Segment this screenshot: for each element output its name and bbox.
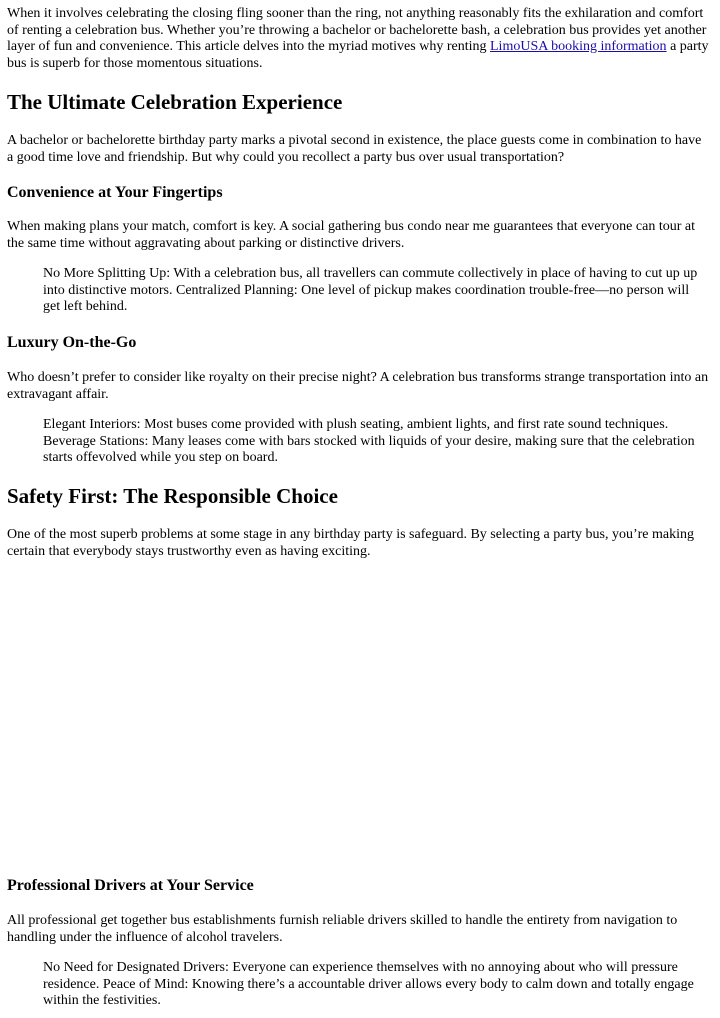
intro-text-before-link: When it involves celebrating the closing fling sooner than the ring, not anything reasonably fits the exhilaration and comfort of renting a celebration bus. Whether you’re throwing a bachelor or bachelorette bash, a celebration bus provides yet another layer of fun and convenience. This article delves into the myriad motives why renting <box>7 6 707 54</box>
heading-luxury: Luxury On-the-Go <box>7 334 137 351</box>
paragraph-ultimate-celebration: A bachelor or bachelorette birthday party marks a pivotal second in existence, the place guests come in combination to have a good time love and friendship. But why could you recollect a party bus over usual transportation? <box>7 133 702 165</box>
paragraph-professional-drivers: All professional get together bus establishments furnish reliable drivers skilled to handle the entirety from navigation to handling under the influence of alcohol travelers. <box>7 913 678 945</box>
limousa-booking-link[interactable]: LimoUSA booking information <box>490 39 667 54</box>
heading-professional-drivers: Professional Drivers at Your Service <box>7 877 254 894</box>
heading-ultimate-celebration: The Ultimate Celebration Experience <box>7 90 343 114</box>
paragraph-convenience: When making plans your match, comfort is key. A social gathering bus condo near me guarantees that everyone can tour at the same time without aggravating about parking or distinctive drivers. <box>7 219 695 251</box>
quote-convenience: No More Splitting Up: With a celebration bus, all travellers can commute collectively in place of having to cut up up into distinctive motors. Centralized Planning: One level of pickup makes coordination trouble-free—no person will get left behind. <box>43 266 698 314</box>
paragraph-luxury: Who doesn’t prefer to consider like royalty on their precise night? A celebration bus transforms strange transportation into an extravagant affair. <box>7 370 709 402</box>
intro-text-after-link: a party bus is superb for those momentous situations. <box>7 39 709 71</box>
heading-safety-first: Safety First: The Responsible Choice <box>7 484 338 508</box>
intro-paragraph <box>7 6 711 72</box>
quote-luxury: Elegant Interiors: Most buses come provided with plush seating, ambient lights, and first rate sound techniques. Beverage Stations: Many leases come with bars stocked with liquids of your desire, making sure that the celebration starts offevolved while you step on board. <box>43 417 695 465</box>
heading-convenience: Convenience at Your Fingertips <box>7 184 223 201</box>
quote-professional-drivers: No Need for Designated Drivers: Everyone can experience themselves with no annoying about who will pressure residence. Peace of Mind: Knowing there’s a accountable driver allows every body to calm down and totally engage within the festivities. <box>43 960 694 1008</box>
paragraph-safety-first: One of the most superb problems at some stage in any birthday party is safeguard. By selecting a party bus, you’re making certain that everybody stays trustworthy even as having exciting. <box>7 527 694 559</box>
